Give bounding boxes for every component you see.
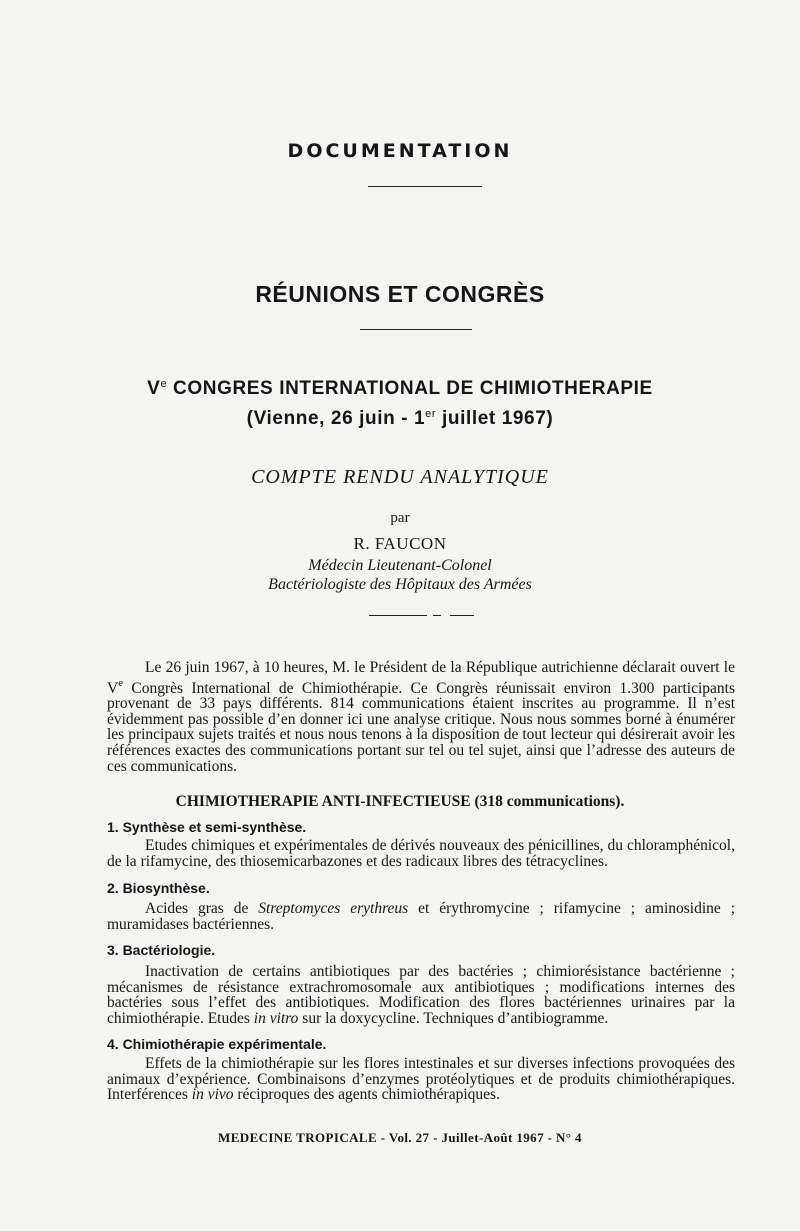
intro-part2: Congrès International de Chimiothérapie. Ce Congrès réunissait environ 1.300 participants provenant de 33 pays différents. 814 communications étaient inscrites au programme. Il n’est évidemment pas possible d’en donner ici une analyse critique. Nous nous sommes borné à énumérer les principaux sujets traités et nous nous tenons à la disposition de tout lecteur qui désirerait avoir les références exactes des communications portant sur tel ou tel sujet, ainsi que l’adresse des auteurs de ces communications. — [107, 679, 735, 775]
congress-dates-post: juillet 1967) — [436, 408, 554, 429]
subsection-text-post: réciproques des agents chimiothérapiques. — [233, 1086, 500, 1104]
author-name: R. FAUCON — [353, 534, 447, 553]
subsection-text — [107, 901, 735, 932]
congress-dates — [0, 408, 800, 430]
subsection-text-italic: in vitro — [253, 1009, 299, 1027]
subsection-text — [107, 964, 735, 1026]
chimio-heading: CHIMIOTHERAPIE ANTI-INFECTIEUSE (318 communications). — [175, 793, 625, 810]
report-title: COMPTE RENDU ANALYTIQUE — [251, 466, 549, 488]
header-rule — [368, 186, 482, 187]
congress-title — [0, 378, 800, 400]
congress-ordinal: V — [147, 378, 161, 399]
journal-footer: MEDECINE TROPICALE - Vol. 27 - Juillet-Août 1967 - N° 4 — [218, 1130, 582, 1145]
documentation-header: DOCUMENTATION — [287, 140, 513, 162]
subsection-text-post: sur la doxycycline. Techniques d’antibiogramme. — [298, 1009, 609, 1027]
subsection-text-italic: Streptomyces erythreus — [258, 900, 409, 917]
byline-rule-short — [433, 615, 441, 616]
subsection-text-pre: Effets de la chimiothérapie sur les flores intestinales et sur diverses infections provoquées des animaux d’expérience. Combinaisons d’enzymes protéolytiques et de produits chimiothérapiques. Interférences — [107, 1055, 735, 1104]
subsection-text-pre: Inactivation de certains antibiotiques par des bactéries ; chimiorésistance bactérienne ; mécanismes de résistance extrachromosomale aux antibiotiques ; modifications internes des bactéries sous l’effet des antibiotiques. Modification des flores bactériennes urinaires par la chimiothérapie. Etudes — [107, 963, 735, 1027]
by-label: par — [390, 510, 410, 526]
subsection-text-post: et érythromycine ; rifamycine ; aminosidine ; muramidases bactériennes. — [107, 900, 736, 933]
intro-part1: Le 26 juin 1967, à 10 heures, M. le Président de la République autrichienne déclarait ouvert le V — [107, 659, 735, 697]
subsection-heading: 4. Chimiothérapie expérimentale. — [107, 1036, 327, 1052]
section-rule — [360, 329, 472, 330]
subsection-heading: 2. Biosynthèse. — [107, 880, 210, 896]
subsection-text — [107, 1056, 735, 1103]
congress-dates-sup: er — [425, 408, 437, 420]
congress-name: CONGRES INTERNATIONAL DE CHIMIOTHERAPIE — [173, 378, 653, 399]
intro-paragraph — [107, 660, 735, 774]
byline-rule — [369, 615, 427, 616]
congress-dates-pre: (Vienne, 26 juin - 1 — [246, 408, 426, 429]
intro-sup: e — [118, 676, 124, 689]
author-role-1: Médecin Lieutenant-Colonel — [308, 557, 492, 574]
subsection-heading: 1. Synthèse et semi-synthèse. — [107, 819, 307, 835]
author-role-2: Bactériologiste des Hôpitaux des Armées — [268, 576, 532, 593]
subsection-text: Etudes chimiques et expérimentales de dérivés nouveaux des pénicillines, du chloramphénicol, de la rifamycine, des thiosemicarbazones et des radicaux libres des tétracyclines. — [107, 837, 735, 870]
subsection-text-italic: in vivo — [191, 1086, 234, 1104]
subsection-text-pre: Acides gras de — [145, 900, 259, 917]
subsection-heading: 3. Bactériologie. — [107, 942, 216, 958]
section-title: RÉUNIONS ET CONGRÈS — [255, 281, 545, 307]
congress-ordinal-sup: e — [160, 378, 168, 390]
byline-rule-short2 — [450, 615, 474, 616]
